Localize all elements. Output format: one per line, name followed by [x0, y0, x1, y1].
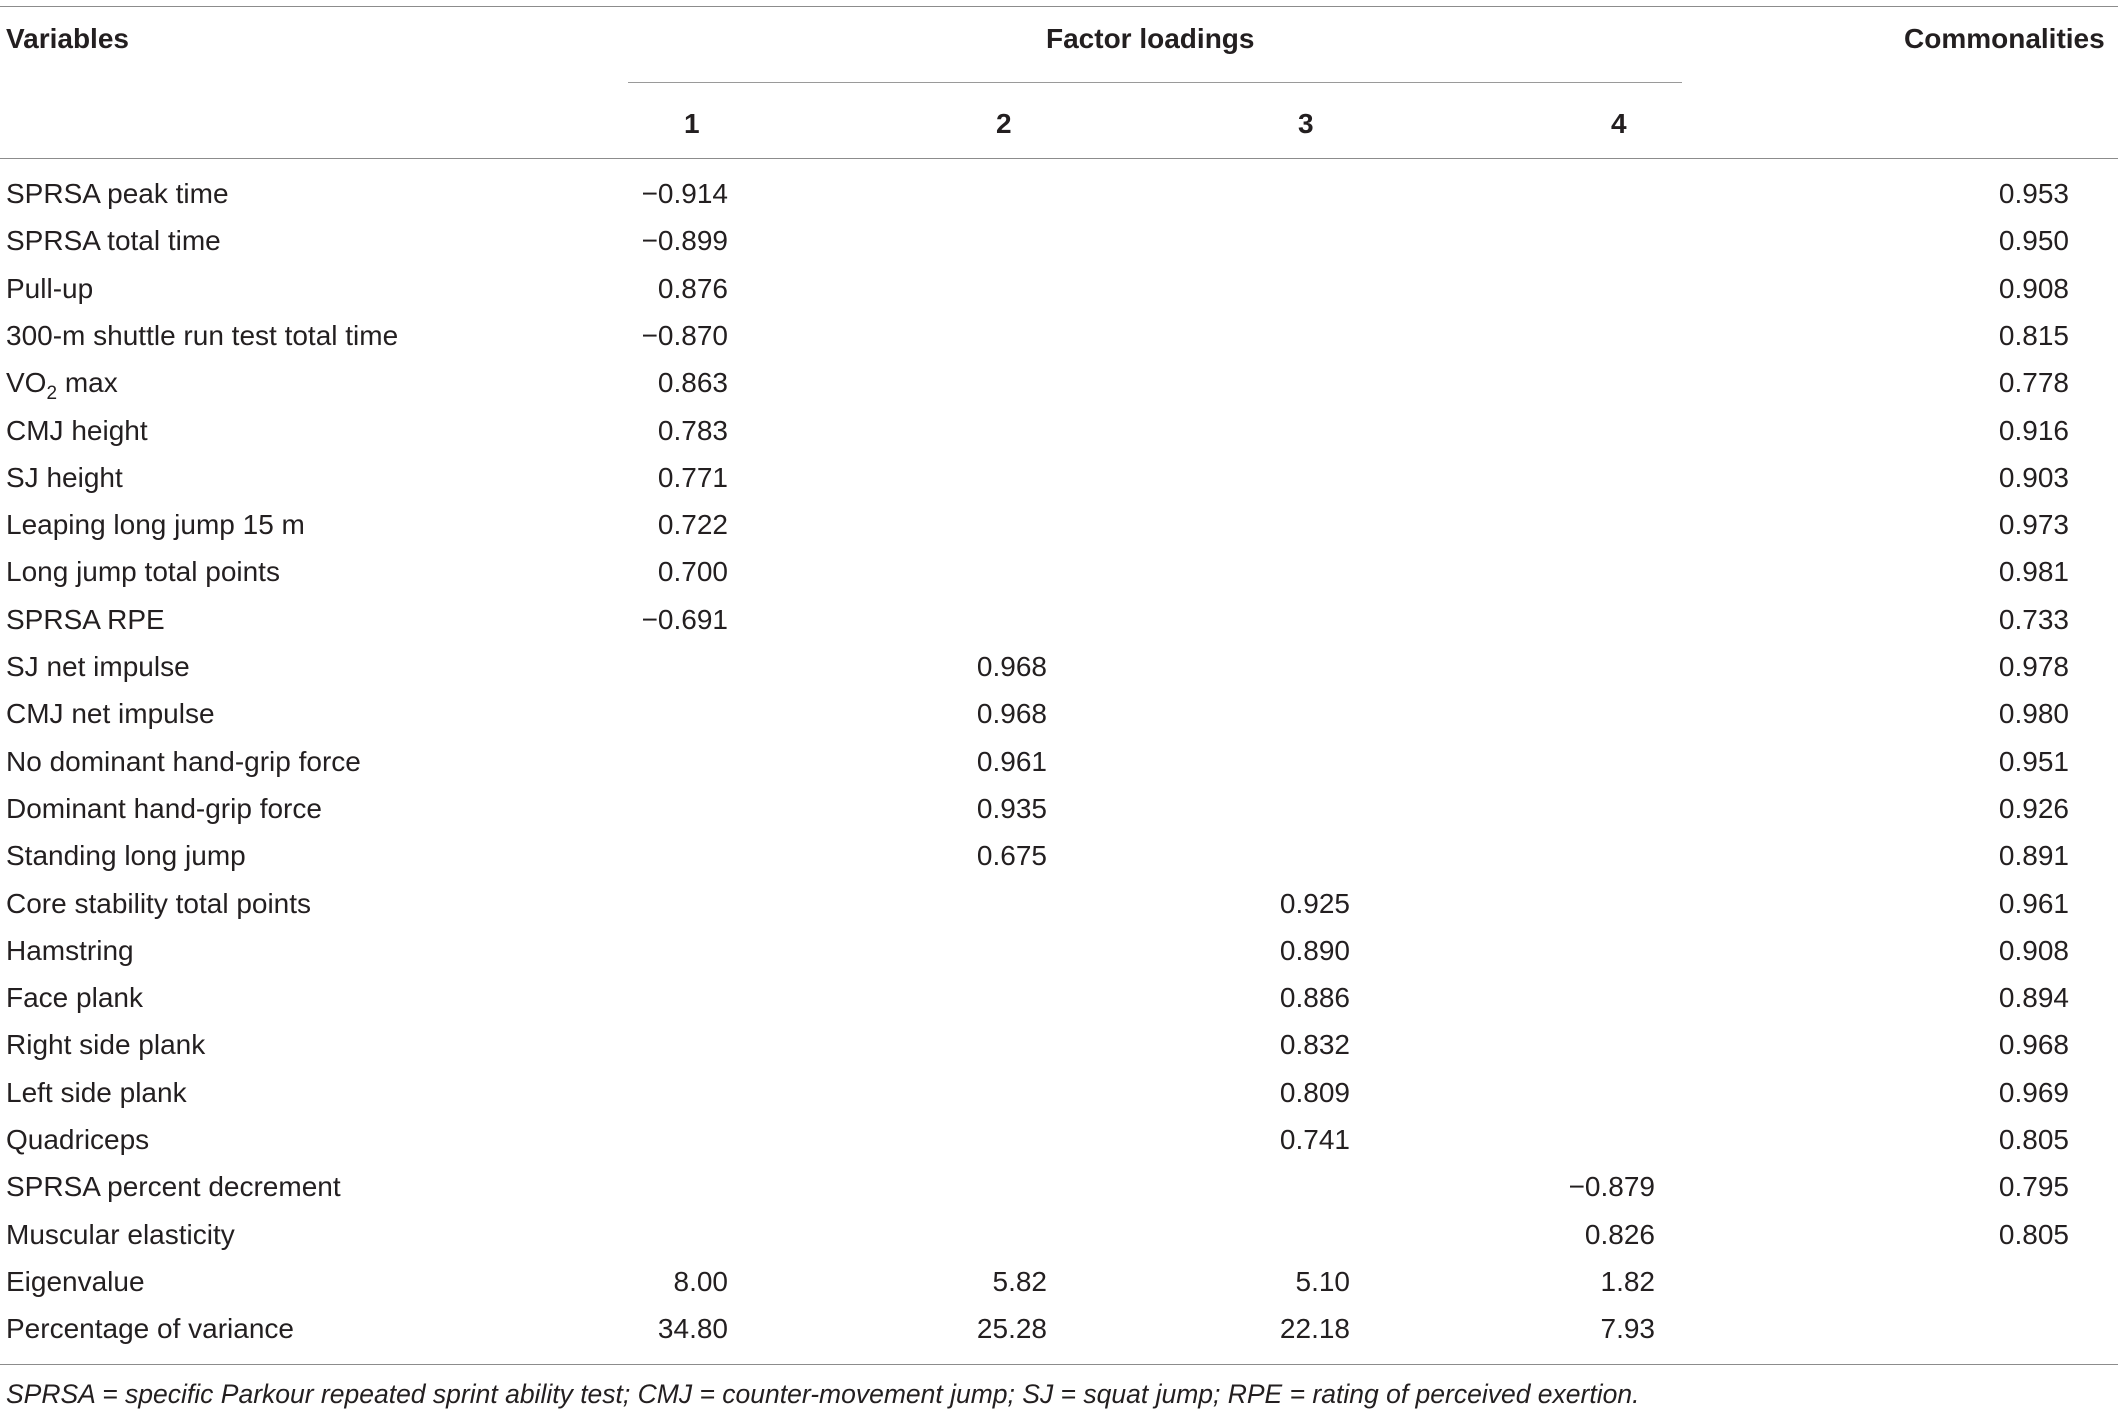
row-label: CMJ net impulse — [6, 698, 215, 729]
row-label: Percentage of variance — [6, 1313, 294, 1344]
row-label: Dominant hand-grip force — [6, 793, 322, 824]
cell-factor-3: 0.890 — [1279, 935, 1350, 966]
cell-factor-4: 7.93 — [1600, 1313, 1655, 1344]
row-label: Hamstring — [6, 935, 134, 966]
factor-loadings-span-rule — [628, 82, 1682, 83]
cell-commonality: 0.978 — [1998, 651, 2069, 682]
cell-factor-2: 0.968 — [976, 698, 1047, 729]
cell-factor-1: 0.876 — [657, 273, 728, 304]
row-label: CMJ height — [6, 415, 148, 446]
header-commonalities: Commonalities — [1904, 23, 2105, 54]
cell-factor-2: 5.82 — [992, 1266, 1047, 1297]
cell-commonality: 0.969 — [1998, 1077, 2069, 1108]
cell-commonality: 0.961 — [1998, 888, 2069, 919]
row-label: SJ net impulse — [6, 651, 190, 682]
cell-factor-1: 0.700 — [657, 556, 728, 587]
cell-commonality: 0.926 — [1998, 793, 2069, 824]
cell-factor-1: −0.899 — [641, 225, 728, 256]
cell-factor-4: −0.879 — [1568, 1171, 1655, 1202]
cell-factor-3: 0.741 — [1279, 1124, 1350, 1155]
cell-factor-3: 5.10 — [1295, 1266, 1350, 1297]
header-factor-3: 3 — [1298, 108, 1314, 139]
row-label: SPRSA RPE — [6, 604, 165, 635]
cell-factor-2: 0.968 — [976, 651, 1047, 682]
cell-factor-1: 0.722 — [657, 509, 728, 540]
cell-factor-3: 0.925 — [1279, 888, 1350, 919]
row-label: Left side plank — [6, 1077, 187, 1108]
header-factor-4: 4 — [1611, 108, 1627, 139]
cell-factor-3: 0.809 — [1279, 1077, 1350, 1108]
cell-commonality: 0.733 — [1998, 604, 2069, 635]
cell-commonality: 0.778 — [1998, 367, 2069, 398]
row-label: Pull-up — [6, 273, 94, 304]
row-label: SPRSA percent decrement — [6, 1171, 341, 1202]
cell-commonality: 0.950 — [1998, 225, 2069, 256]
cell-factor-3: 22.18 — [1279, 1313, 1350, 1344]
cell-factor-3: 0.832 — [1279, 1029, 1350, 1060]
table-footnote: SPRSA = specific Parkour repeated sprint ability test; CMJ = counter-movement jump; SJ = squat jump; RPE = rating of perceived exertion. — [6, 1379, 1640, 1409]
row-label-main: VO — [6, 367, 47, 398]
row-label: Leaping long jump 15 m — [6, 509, 305, 540]
row-label — [6, 366, 118, 404]
cell-factor-1: 0.863 — [657, 367, 728, 398]
cell-commonality: 0.951 — [1998, 746, 2069, 777]
cell-factor-4: 0.826 — [1584, 1219, 1655, 1250]
row-label: Long jump total points — [6, 556, 280, 587]
row-label: Eigenvalue — [6, 1266, 145, 1297]
row-label: SPRSA peak time — [6, 178, 229, 209]
table-top-rule — [0, 6, 2118, 7]
table-bottom-rule — [0, 1364, 2118, 1365]
row-label: No dominant hand-grip force — [6, 746, 361, 777]
cell-factor-1: 34.80 — [657, 1313, 728, 1344]
row-label: 300-m shuttle run test total time — [6, 320, 399, 351]
cell-commonality: 0.815 — [1998, 320, 2069, 351]
cell-factor-2: 25.28 — [976, 1313, 1047, 1344]
cell-commonality: 0.953 — [1998, 178, 2069, 209]
row-label: Core stability total points — [6, 888, 312, 919]
cell-commonality: 0.805 — [1998, 1124, 2069, 1155]
cell-commonality: 0.805 — [1998, 1219, 2069, 1250]
cell-commonality: 0.916 — [1998, 415, 2069, 446]
cell-factor-4: 1.82 — [1600, 1266, 1655, 1297]
cell-commonality: 0.795 — [1998, 1171, 2069, 1202]
cell-commonality: 0.903 — [1998, 462, 2069, 493]
header-bottom-rule — [0, 158, 2118, 159]
cell-factor-1: −0.870 — [641, 320, 728, 351]
row-label: Quadriceps — [6, 1124, 150, 1155]
row-label: Face plank — [6, 982, 143, 1013]
cell-commonality: 0.891 — [1998, 840, 2069, 871]
cell-factor-2: 0.961 — [976, 746, 1047, 777]
row-label: SJ height — [6, 462, 123, 493]
cell-factor-1: −0.691 — [641, 604, 728, 635]
row-label-subscript: 2 — [46, 383, 58, 404]
cell-factor-1: 8.00 — [673, 1266, 728, 1297]
header-factor-1: 1 — [684, 108, 700, 139]
header-factor-2: 2 — [996, 108, 1012, 139]
cell-commonality: 0.968 — [1998, 1029, 2069, 1060]
row-label-suffix: max — [57, 367, 118, 398]
header-factor-loadings: Factor loadings — [1046, 23, 1255, 54]
row-label: SPRSA total time — [6, 225, 221, 256]
cell-commonality: 0.908 — [1998, 935, 2069, 966]
cell-factor-2: 0.935 — [976, 793, 1047, 824]
cell-commonality: 0.908 — [1998, 273, 2069, 304]
row-label: Standing long jump — [6, 840, 246, 871]
cell-commonality: 0.980 — [1998, 698, 2069, 729]
cell-commonality: 0.894 — [1998, 982, 2069, 1013]
row-label: Muscular elasticity — [6, 1219, 235, 1250]
cell-commonality: 0.973 — [1998, 509, 2069, 540]
cell-factor-1: −0.914 — [641, 178, 728, 209]
row-label: Right side plank — [6, 1029, 206, 1060]
header-variables: Variables — [6, 23, 129, 54]
cell-factor-1: 0.771 — [657, 462, 728, 493]
cell-commonality: 0.981 — [1998, 556, 2069, 587]
cell-factor-2: 0.675 — [976, 840, 1047, 871]
cell-factor-1: 0.783 — [657, 415, 728, 446]
cell-factor-3: 0.886 — [1279, 982, 1350, 1013]
